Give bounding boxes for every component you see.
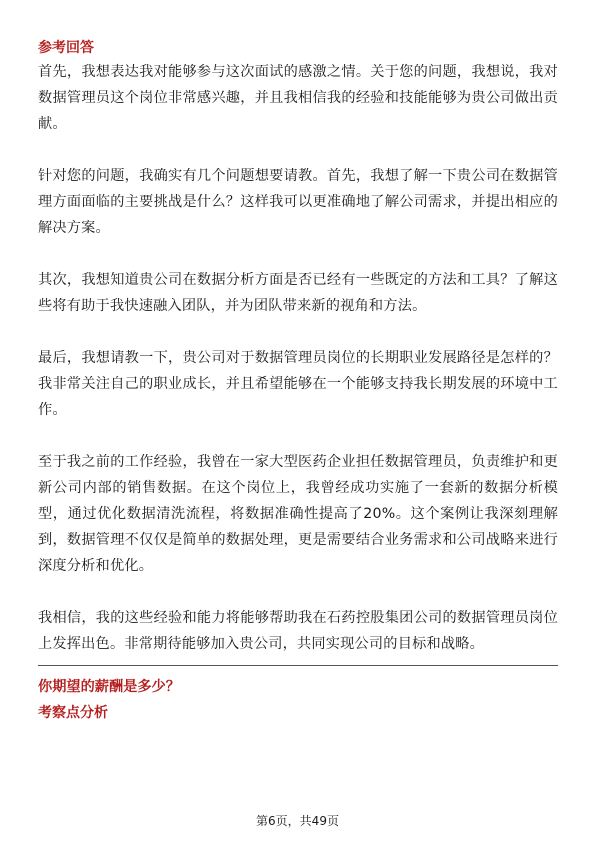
document-content [38, 37, 558, 726]
answer-paragraph-3: 其次，我想知道贵公司在数据分析方面是否已经有一些既定的方法和工具？了解这些将有助于我快速融入团队，并为团队带来新的视角和方法。 [38, 272, 558, 314]
answer-heading: 参考回答 [38, 40, 94, 56]
section-divider [38, 665, 558, 666]
answer-paragraph-5: 至于我之前的工作经验，我曾在一家大型医药企业担任数据管理员，负责维护和更新公司内部的销售数据。在这个岗位上，我曾经成功实施了一套新的数据分析模型，通过优化数据清洗流程，将数据准确性提高了20%。这个案例让我深刻理解到，数据管理不仅仅是简单的数据处理，更是需要结合业务需求和公司战略来进行深度分析和优化。 [38, 454, 558, 574]
analysis-heading: 考察点分析 [38, 705, 108, 721]
next-question-heading: 你期望的薪酬是多少？ [38, 679, 180, 695]
answer-paragraph-6: 我相信，我的这些经验和能力将能够帮助我在石药控股集团公司的数据管理员岗位上发挥出色。非常期待能够加入贵公司，共同实现公司的目标和战略。 [38, 610, 558, 652]
answer-paragraph-4: 最后，我想请教一下，贵公司对于数据管理员岗位的长期职业发展路径是怎样的？我非常关注自己的职业成长，并且希望能够在一个能够支持我长期发展的环境中工作。 [38, 350, 558, 418]
page-indicator: 第6页，共49页 [256, 814, 339, 828]
answer-paragraph-2: 针对您的问题，我确实有几个问题想要请教。首先，我想了解一下贵公司在数据管理方面面临的主要挑战是什么？这样我可以更准确地了解公司需求，并提出相应的解决方案。 [38, 168, 558, 236]
answer-paragraph-1: 首先，我想表达我对能够参与这次面试的感激之情。关于您的问题，我想说，我对数据管理员这个岗位非常感兴趣，并且我相信我的经验和技能能够为贵公司做出贡献。 [38, 64, 558, 132]
